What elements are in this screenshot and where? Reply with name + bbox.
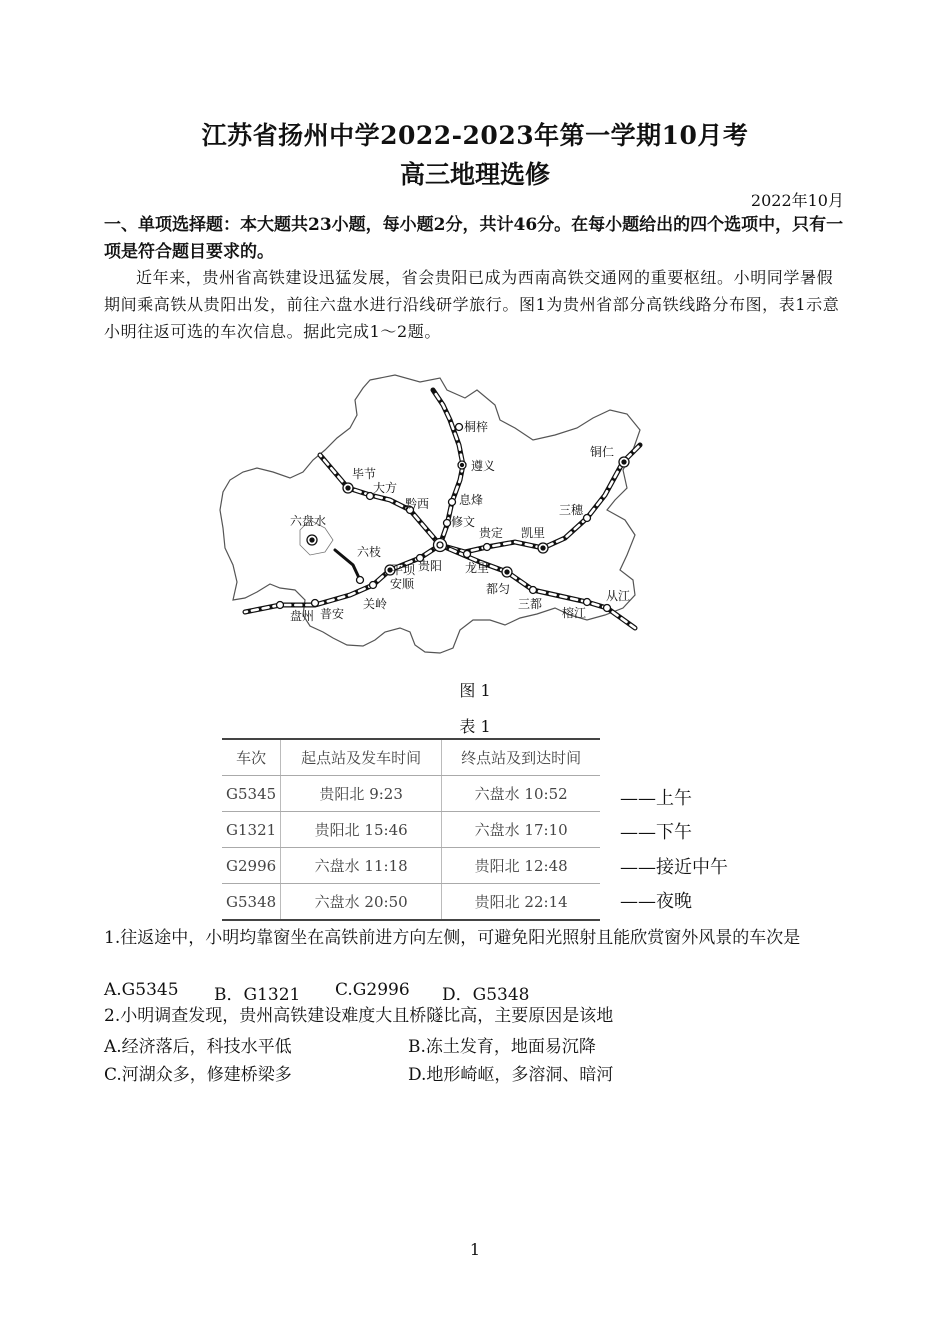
train-schedule-table	[222, 738, 600, 921]
station-bijie: 毕节	[352, 467, 377, 481]
option-a: A.经济落后，科技水平低	[104, 1037, 292, 1057]
option-a: A.G5345	[104, 980, 179, 1000]
station-kaili: 凯里	[521, 526, 546, 540]
option-d: D.地形崎岖，多溶洞、暗河	[408, 1065, 614, 1085]
arrival: 贵阳北 12:48	[442, 848, 601, 884]
option-b: B．G1321	[214, 985, 301, 1005]
station-guanling: 关岭	[363, 597, 388, 611]
station-xiuwen: 修文	[451, 515, 476, 529]
station-sandu: 三都	[518, 597, 543, 611]
option-c: C.河湖众多，修建桥梁多	[104, 1065, 292, 1085]
row-note: ——夜晚	[620, 891, 692, 912]
station-duyun: 都匀	[486, 582, 511, 596]
station-xifeng: 息烽	[459, 493, 484, 507]
header-arrival: 终点站及到达时间	[442, 739, 601, 776]
option-b: B.冻土发育，地面易沉降	[408, 1037, 596, 1057]
header-train: 车次	[222, 739, 281, 776]
option-d: D．G5348	[442, 985, 530, 1005]
exam-date: 2022年10月	[750, 191, 844, 210]
train-number: G2996	[222, 848, 281, 884]
arrival: 六盘水 10:52	[442, 776, 601, 812]
station-liupanshui: 六盘水	[290, 514, 327, 528]
station-qianxi: 黔西	[405, 497, 430, 511]
arrival: 贵阳北 22:14	[442, 884, 601, 921]
train-number: G5345	[222, 776, 281, 812]
station-panzhou: 盘州	[290, 609, 315, 623]
exam-title: 江苏省扬州中学2022-2023年第一学期10月考	[201, 121, 749, 150]
arrival: 六盘水 17:10	[442, 812, 601, 848]
option-c: C.G2996	[335, 980, 410, 1000]
departure: 六盘水 11:18	[281, 848, 442, 884]
question-1-stem: 1.往返途中，小明均靠窗坐在高铁前进方向左侧，可避免阳光照射且能欣赏窗外风景的车次是	[104, 928, 801, 948]
table-row	[222, 812, 600, 848]
station-rongjiang: 榕江	[562, 606, 587, 620]
header-departure: 起点站及发车时间	[281, 739, 442, 776]
table-row	[222, 884, 600, 921]
table-header-row	[222, 739, 600, 776]
station-guiding: 贵定	[479, 526, 504, 540]
departure: 贵阳北 9:23	[281, 776, 442, 812]
station-pu-an: 普安	[320, 607, 345, 621]
table-caption: 表 1	[459, 717, 491, 736]
train-number: G5348	[222, 884, 281, 921]
station-congjiang: 从江	[606, 589, 631, 603]
guizhou-railway-map	[215, 370, 645, 670]
station-sansui: 三穗	[559, 503, 584, 517]
question-2-stem: 2.小明调查发现，贵州高铁建设难度大且桥隧比高，主要原因是该地	[104, 1006, 614, 1026]
station-liuzhi: 六枝	[357, 545, 382, 559]
station-guiyang: 贵阳	[418, 559, 443, 573]
station-anshun: 安顺	[390, 577, 415, 591]
departure: 六盘水 20:50	[281, 884, 442, 921]
row-note: ——上午	[620, 788, 692, 809]
table-row	[222, 848, 600, 884]
page-number: 1	[469, 1240, 481, 1259]
station-zunyi: 遵义	[471, 459, 496, 473]
station-tongren: 铜仁	[590, 445, 615, 459]
row-note: ——接近中午	[620, 857, 728, 878]
train-number: G1321	[222, 812, 281, 848]
departure: 贵阳北 15:46	[281, 812, 442, 848]
intro-paragraph: 近年来，贵州省高铁建设迅猛发展，省会贵阳已成为西南高铁交通网的重要枢纽。小明同学暑假期间乘高铁从贵阳出发，前往六盘水进行沿线研学旅行。图1为贵州省部分高铁线路分布图，表1示意小明往返可选的车次信息。据此完成1～2题。	[104, 268, 840, 341]
figure-caption: 图 1	[459, 681, 491, 700]
exam-subtitle: 高三地理选修	[399, 160, 550, 189]
table-row	[222, 776, 600, 812]
section-heading: 一、单项选择题：本大题共23小题，每小题2分，共计46分。在每小题给出的四个选项中，只有一项是符合题目要求的。	[104, 215, 844, 262]
station-dafang: 大方	[373, 481, 398, 495]
station-tongzi: 桐梓	[464, 420, 489, 434]
row-note: ——下午	[620, 822, 692, 843]
station-pingba: 平坝	[391, 563, 416, 577]
station-longli: 龙里	[465, 561, 490, 575]
